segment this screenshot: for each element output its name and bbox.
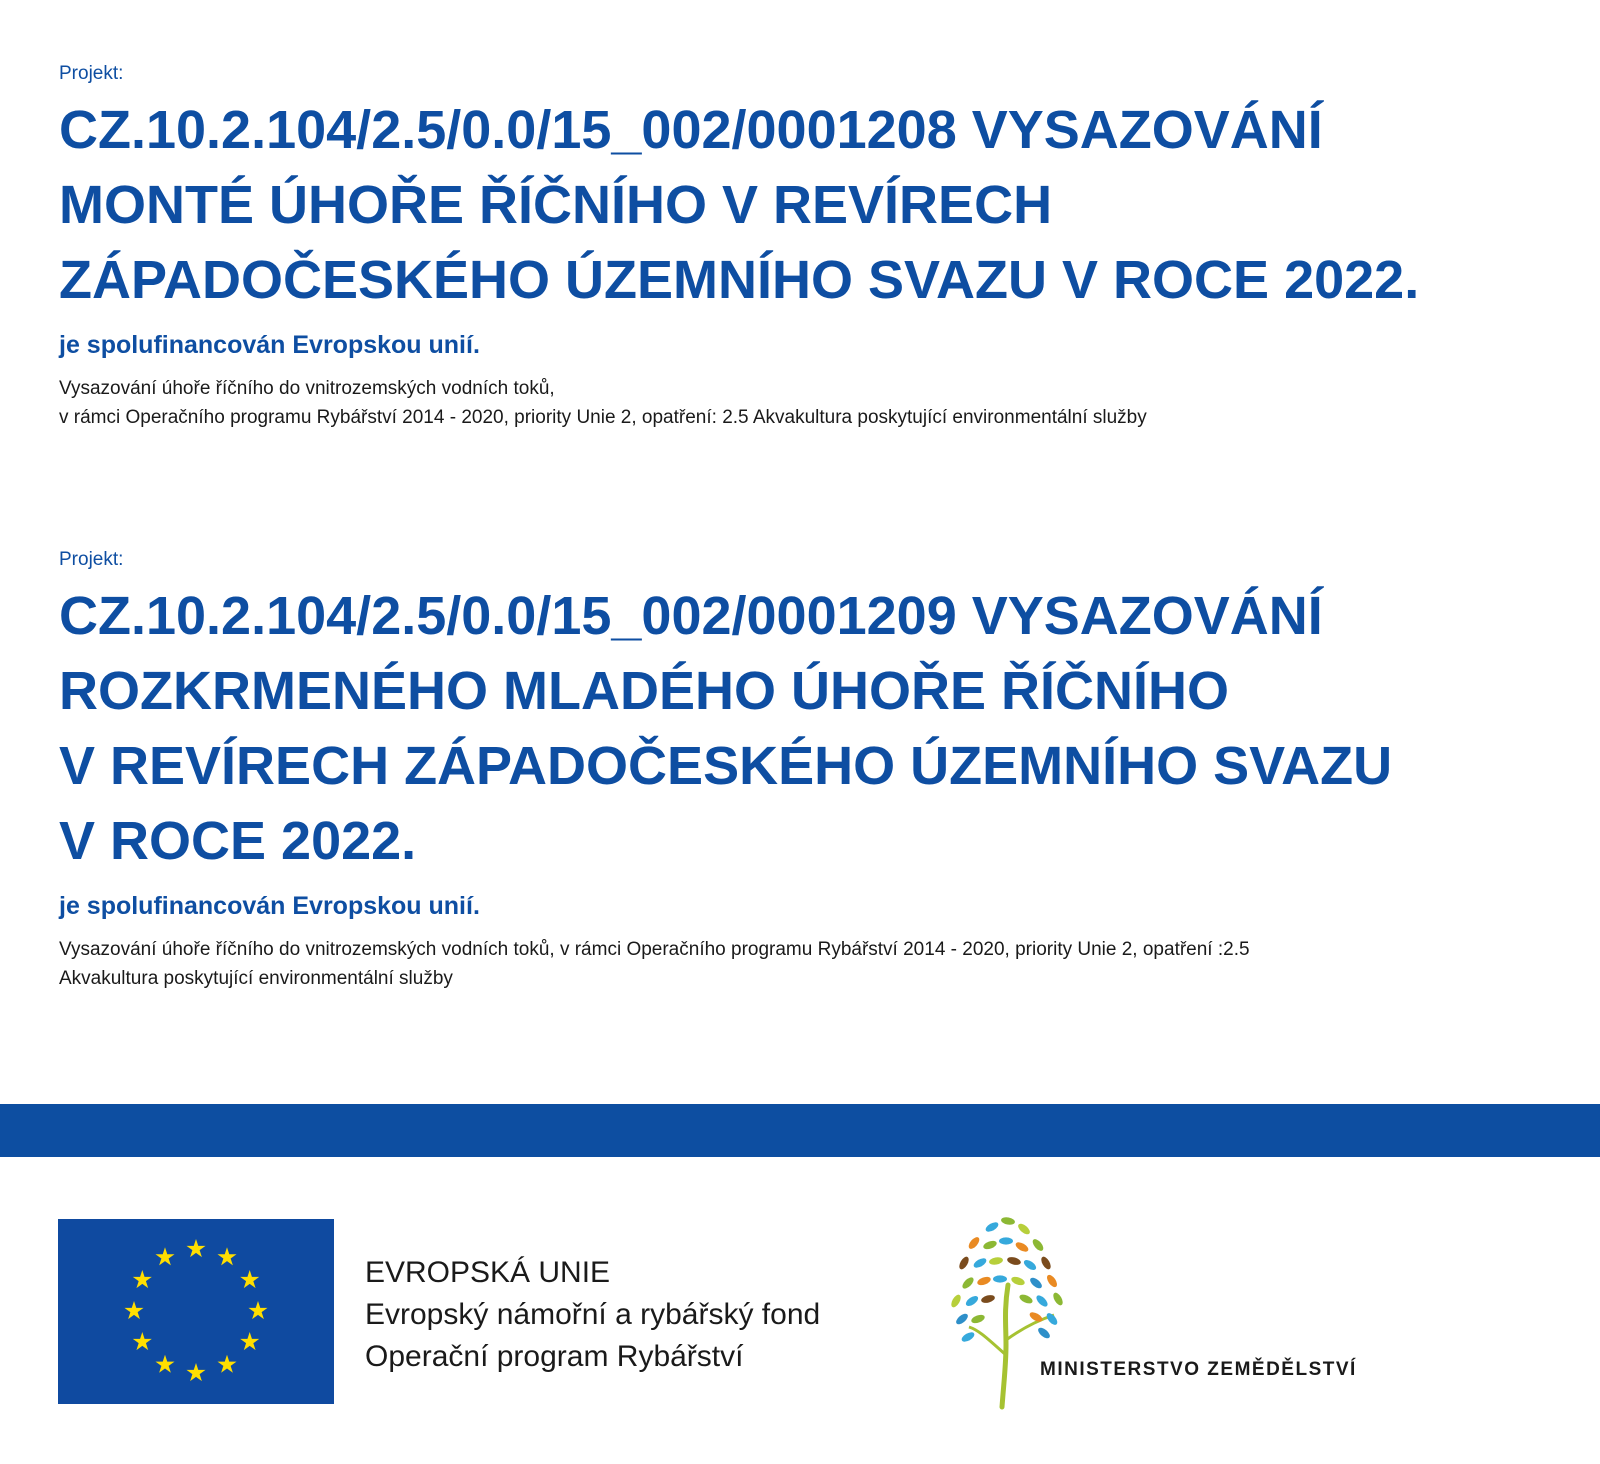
description-line: Vysazování úhoře říčního do vnitrozemských vodních toků, v rámci Operačního programu Rybářství 2014 - 2020, priority Unie 2, opatření :2.5 xyxy=(59,939,1250,960)
leaf-icon xyxy=(1000,1216,1015,1226)
eu-programme-label: Operační program Rybářství xyxy=(365,1340,744,1373)
star-icon xyxy=(240,1270,259,1288)
leaf-icon xyxy=(949,1293,962,1309)
leaf-icon xyxy=(1014,1240,1030,1253)
leaf-icon xyxy=(980,1294,995,1305)
leaf-icon xyxy=(972,1256,988,1269)
star-icon xyxy=(217,1247,236,1265)
eu-flag-icon xyxy=(58,1219,334,1404)
leaf-icon xyxy=(1006,1256,1021,1267)
project-block-2 xyxy=(59,549,1559,993)
project-title-line: V ROCE 2022. xyxy=(59,811,417,871)
project-title-line: MONTÉ ÚHOŘE ŘÍČNÍHO V REVÍRECH xyxy=(59,175,1053,235)
project-label: Projekt: xyxy=(59,63,124,84)
leaf-icon xyxy=(984,1220,1000,1233)
leaf-icon xyxy=(970,1313,986,1325)
leaf-icon xyxy=(1016,1222,1031,1237)
star-icon xyxy=(124,1301,143,1319)
leaf-icon xyxy=(999,1237,1013,1244)
project-title-line: ROZKRMENÉHO MLADÉHO ÚHOŘE ŘÍČNÍHO xyxy=(59,661,1229,721)
leaf-icon xyxy=(993,1275,1007,1282)
footer-band xyxy=(0,1104,1600,1157)
eu-fund-text xyxy=(365,1252,820,1378)
star-icon xyxy=(155,1247,174,1265)
leaf-icon xyxy=(1035,1294,1050,1309)
project-description xyxy=(59,935,1559,993)
star-icon xyxy=(248,1301,267,1319)
project-title-line: ZÁPADOČESKÉHO ÚZEMNÍHO SVAZU V ROCE 2022. xyxy=(59,250,1420,310)
leaf-icon xyxy=(1022,1258,1038,1272)
project-label: Projekt: xyxy=(59,549,124,570)
cofinanced-text: je spolufinancován Evropskou unií. xyxy=(59,331,480,359)
leaf-icon xyxy=(961,1276,976,1291)
leaf-icon xyxy=(960,1330,976,1343)
star-icon xyxy=(133,1332,152,1350)
project-title xyxy=(59,93,1559,318)
leaf-icon xyxy=(982,1239,998,1251)
leaf-icon xyxy=(976,1275,992,1287)
project-title-line: CZ.10.2.104/2.5/0.0/15_002/0001209 VYSAZOVÁNÍ xyxy=(59,586,1323,646)
leaf-icon xyxy=(1036,1326,1051,1341)
leaf-icon xyxy=(1039,1255,1052,1271)
project-block-1 xyxy=(59,63,1559,432)
leaf-icon xyxy=(967,1235,982,1250)
leaf-icon xyxy=(1010,1275,1026,1287)
description-line: v rámci Operačního programu Rybářství 2014 - 2020, priority Unie 2, opatření: 2.5 Akvakultura poskytující environmentální služby xyxy=(59,407,1147,428)
leaf-icon xyxy=(957,1255,970,1271)
star-icon xyxy=(186,1239,205,1257)
cofinanced-text: je spolufinancován Evropskou unií. xyxy=(59,892,480,920)
leaf-icon xyxy=(1051,1291,1064,1307)
leaf-icon xyxy=(988,1256,1003,1266)
star-icon xyxy=(240,1332,259,1350)
project-title-line: V REVÍRECH ZÁPADOČESKÉHO ÚZEMNÍHO SVAZU xyxy=(59,736,1393,796)
leaf-icon xyxy=(964,1294,980,1308)
project-title-line: CZ.10.2.104/2.5/0.0/15_002/0001208 VYSAZOVÁNÍ xyxy=(59,100,1323,160)
description-line: Akvakultura poskytující environmentální služby xyxy=(59,968,453,989)
project-title xyxy=(59,579,1559,879)
ministry-name: MINISTERSTVO ZEMĚDĚLSTVÍ xyxy=(1040,1359,1357,1380)
project-description xyxy=(59,374,1559,432)
star-icon xyxy=(155,1355,174,1373)
eu-fund-label: Evropský námořní a rybářský fond xyxy=(365,1298,821,1331)
leaf-icon xyxy=(1031,1237,1046,1252)
star-icon xyxy=(186,1363,205,1381)
leaf-icon xyxy=(1028,1276,1043,1291)
leaf-icon xyxy=(1018,1293,1034,1305)
star-icon xyxy=(217,1355,236,1373)
description-line: Vysazování úhoře říčního do vnitrozemských vodních toků, xyxy=(59,378,555,399)
leaf-icon xyxy=(954,1312,969,1327)
tree-logo-icon xyxy=(944,1215,1104,1415)
leaf-icon xyxy=(1045,1273,1059,1289)
ministry-logo xyxy=(944,1215,1364,1415)
star-icon xyxy=(133,1270,152,1288)
eu-union-label: EVROPSKÁ UNIE xyxy=(365,1256,611,1289)
